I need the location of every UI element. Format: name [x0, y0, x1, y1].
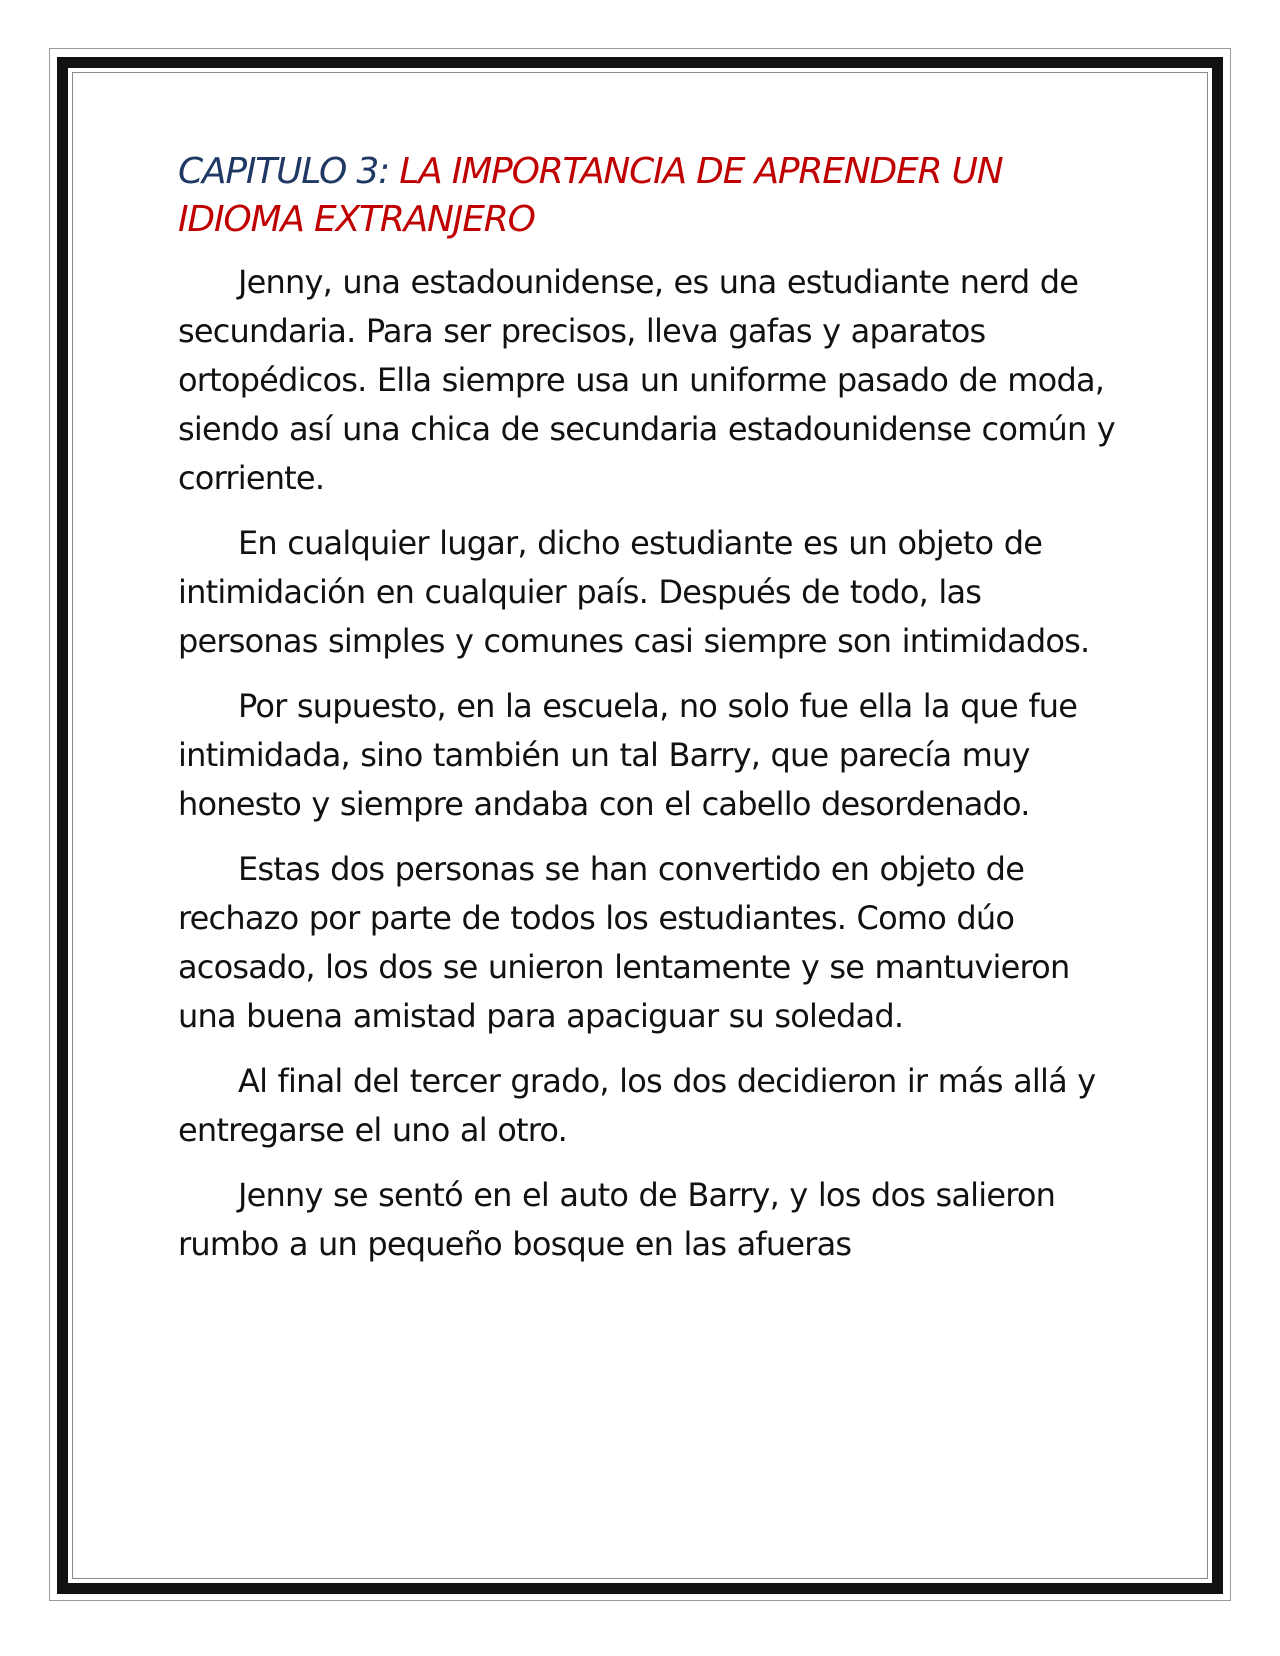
chapter-title: [178, 148, 1118, 244]
paragraph: Jenny se sentó en el auto de Barry, y los dos salieron rumbo a un pequeño bosque en las afueras: [178, 1176, 1056, 1263]
paragraph: En cualquier lugar, dicho estudiante es un objeto de intimidación en cualquier país. Después de todo, las personas simples y comunes casi siempre son intimidados.: [178, 524, 1090, 660]
paragraph: Al final del tercer grado, los dos decidieron ir más allá y entregarse el uno al otro.: [178, 1062, 1096, 1149]
chapter-label: CAPITULO 3:: [178, 151, 389, 192]
paragraph: Por supuesto, en la escuela, no solo fue ella la que fue intimidada, sino también un tal Barry, que parecía muy honesto y siempre andaba con el cabello desordenado.: [178, 687, 1078, 823]
page-content: [178, 148, 1118, 1285]
paragraph: Jenny, una estadounidense, es una estudiante nerd de secundaria. Para ser precisos, lleva gafas y aparatos ortopédicos. Ella siempre usa un uniforme pasado de moda, siendo así una chica de secundaria estadounidense común y corriente.: [178, 263, 1115, 497]
paragraph: Estas dos personas se han convertido en objeto de rechazo por parte de todos los estudiantes. Como dúo acosado, los dos se unieron lentamente y se mantuvieron una buena amistad para apaciguar su soledad.: [178, 850, 1070, 1035]
chapter-name: LA IMPORTANCIA DE APRENDER UN IDIOMA EXTRANJERO: [178, 151, 1003, 240]
